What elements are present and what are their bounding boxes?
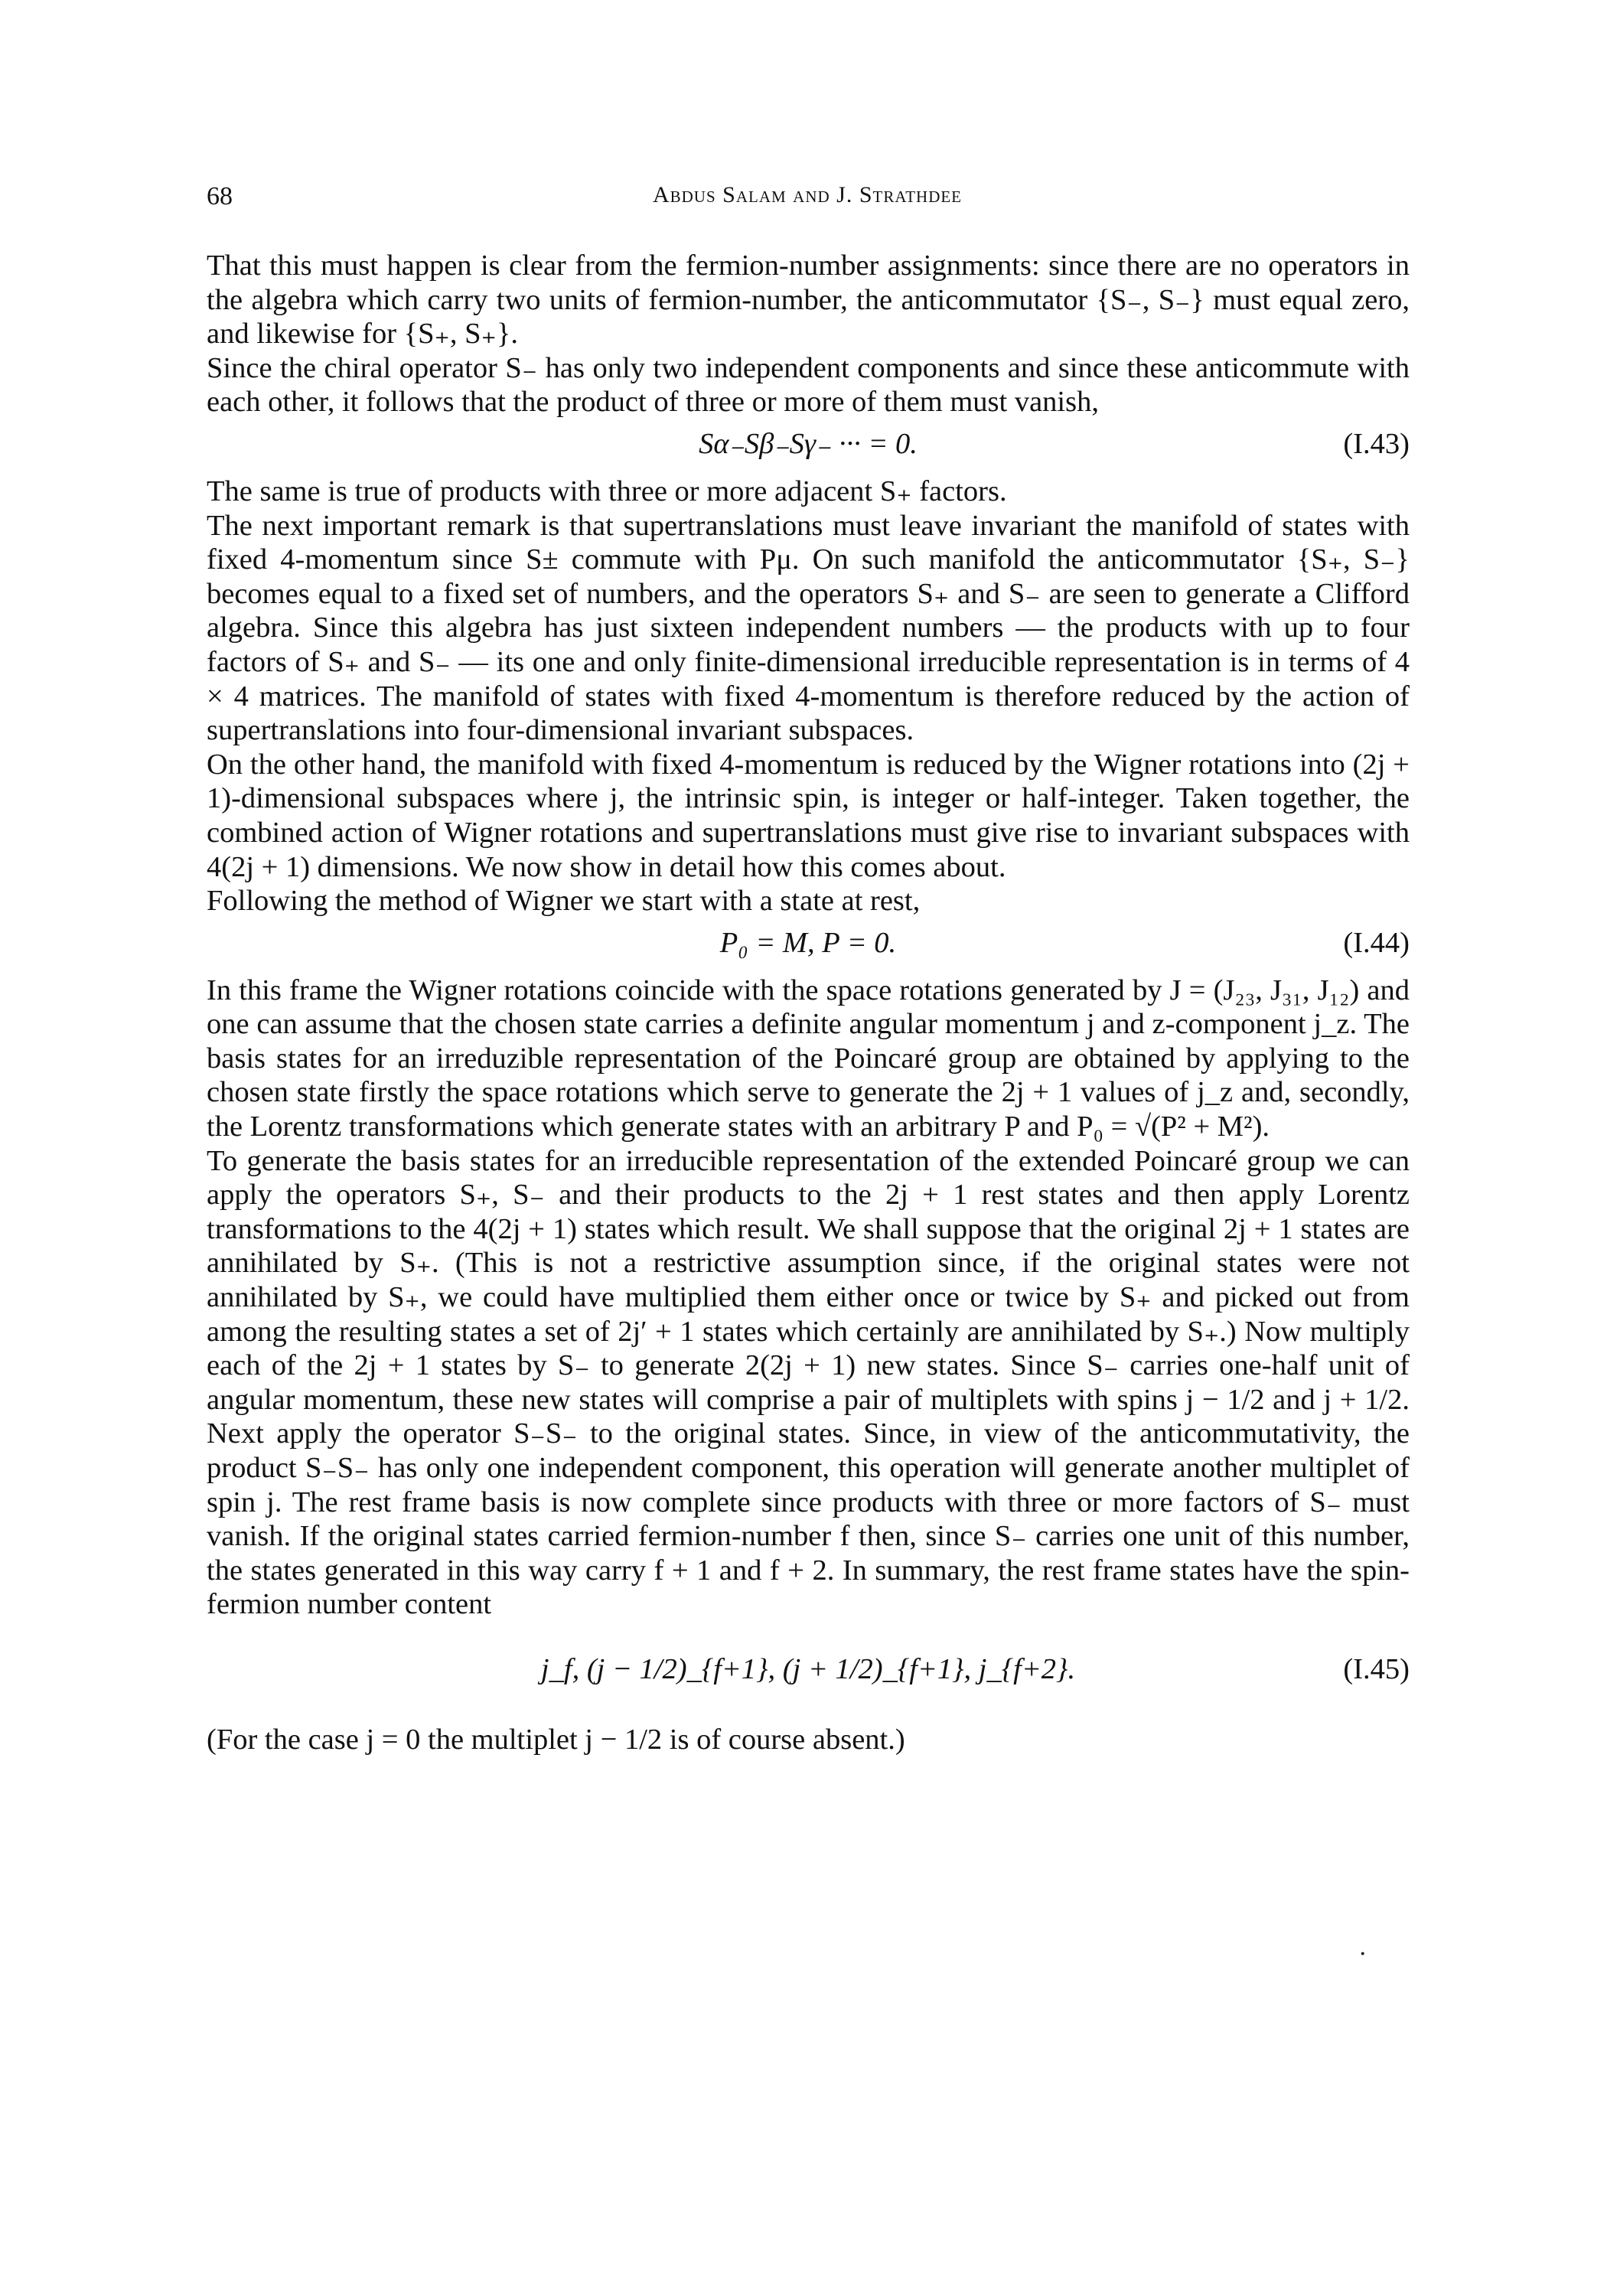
body-text: [207, 249, 1410, 1757]
equation-I43-number: (I.43): [1343, 427, 1410, 460]
page-header: [207, 182, 1408, 213]
paragraph-6: Following the method of Wigner we start with a state at rest,: [207, 885, 921, 918]
paragraph-2: Since the chiral operator S₋ has only two independent components and since these anticommute with each other, it follows that the product of three or more of them must vanish,: [207, 351, 1410, 419]
paragraph-1: That this must happen is clear from the fermion-number assignments: since there are no operators in the algebra which carry two units of fermion-number, the anticommutator {S₋, S₋} must equal zero, and likewise for {S₊, S₊}.: [207, 249, 1410, 351]
equation-I43-formula: Sα₋Sβ₋Sγ₋ ··· = 0.: [699, 427, 918, 460]
equation-I44-number: (I.44): [1343, 926, 1410, 959]
paragraph-7: In this frame the Wigner rotations coincide with the space rotations generated by J = (J₂₃, J₃₁, J₁₂) and one can assume that the chosen state carries a definite angular momentum j and z-component j_z. The basis states for an irreduzible representation of the Poincaré group are obtained by applying to the chosen state firstly the space rotations which serve to generate the 2j + 1 values of j_z and, secondly, the Lorentz transformations which generate states with an arbitrary P and P₀ = √(P² + M²).: [207, 974, 1410, 1143]
paragraph-5: On the other hand, the manifold with fixed 4-momentum is reduced by the Wigner rotations into (2j + 1)-dimensional subspaces where j, the intrinsic spin, is integer or half-integer. Taken together, the combined action of Wigner rotations and supertranslations must give rise to invariant subspaces with 4(2j + 1) dimensions. We now show in detail how this comes about.: [207, 748, 1410, 883]
paragraph-3: The same is true of products with three or more adjacent S₊ factors.: [207, 475, 1007, 507]
page-number: 68: [207, 182, 233, 210]
running-head: Abdus Salam and J. Strathdee: [652, 182, 963, 207]
equation-I45-number: (I.45): [1343, 1652, 1410, 1685]
equation-I43: [207, 424, 1410, 470]
stray-mark: ·: [1359, 1941, 1367, 1968]
equation-I45-formula: j_f, (j − 1/2)_{f+1}, (j + 1/2)_{f+1}, j_{f+2}.: [540, 1652, 1076, 1685]
paragraph-9: (For the case j = 0 the multiplet j − 1/2 is of course absent.): [207, 1723, 905, 1756]
equation-I45: [207, 1626, 1410, 1718]
equation-I44-formula: P₀ = M, P = 0.: [719, 926, 897, 959]
equation-I44: [207, 923, 1410, 969]
paragraph-8: To generate the basis states for an irreducible representation of the extended Poincaré group we can apply the operators S₊, S₋ and their products to the 2j + 1 rest states and then apply Lorentz transformations to the 4(2j + 1) states which result. We shall suppose that the original 2j + 1 states are annihilated by S₊. (This is not a restrictive assumption since, if the original states were not annihilated by S₊, we could have multiplied them either once or twice by S₊ and picked out from among the resulting states a set of 2j′ + 1 states which certainly are annihilated by S₊.) Now multiply each of the 2j + 1 states by S₋ to generate 2(2j + 1) new states. Since S₋ carries one-half unit of angular momentum, these new states will comprise a pair of multiplets with spins j − 1/2 and j + 1/2. Next apply the operator S₋S₋ to the original states. Since, in view of the anticommutativity, the product S₋S₋ has only one independent component, this operation will generate another multiplet of spin j. The rest frame basis is now complete since products with three or more factors of S₋ must vanish. If the original states carried fermion-number f then, since S₋ carries one unit of this number, the states generated in this way carry f + 1 and f + 2. In summary, the rest frame states have the spin-fermion number content: [207, 1144, 1410, 1621]
paragraph-4: The next important remark is that supertranslations must leave invariant the manifold of states with fixed 4-momentum since S± commute with Pμ. On such manifold the anticommutator {S₊, S₋} becomes equal to a fixed set of numbers, and the operators S₊ and S₋ are seen to generate a Clifford algebra. Since this algebra has just sixteen independent numbers — the products with up to four factors of S₊ and S₋ — its one and only finite-dimensional irreducible representation is in terms of 4 × 4 matrices. The manifold of states with fixed 4-momentum is therefore reduced by the action of supertranslations into four-dimensional invariant subspaces.: [207, 509, 1410, 747]
